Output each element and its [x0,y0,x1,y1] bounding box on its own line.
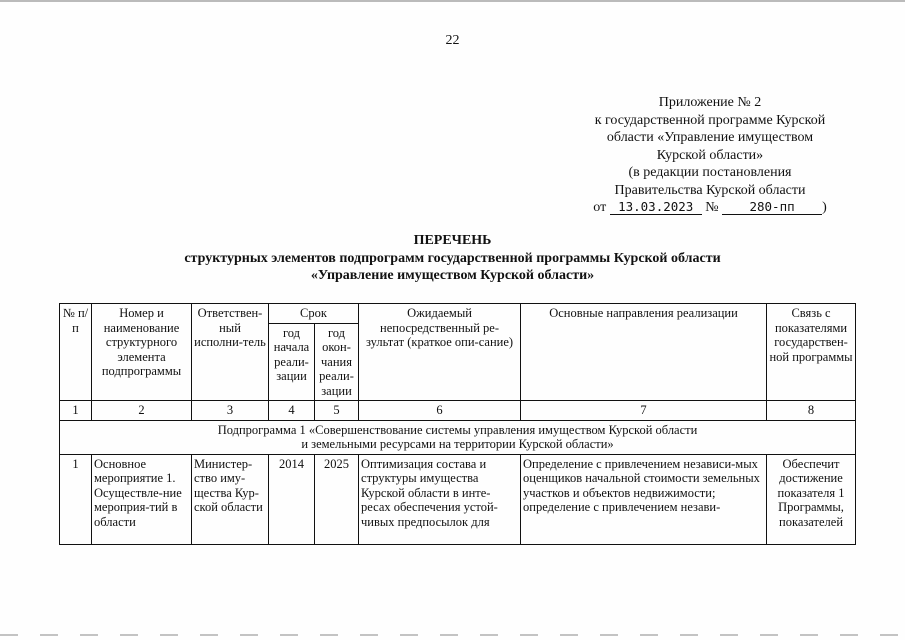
decree-date: 13.03.2023 [610,200,702,215]
header-num: № п/п [60,304,92,401]
column-numbers-row [60,401,856,421]
row-directions: Определение с привлечением независи-мых оценщиков начальной стоимости земельных участков и объектов недвижимости; определение с привлечением незави- [521,454,767,544]
title-line-1: структурных элементов подпрограмм государственной программы Курской области [184,250,721,266]
column-number: 4 [269,401,315,421]
scan-artifact-line [0,634,905,636]
subprogram-line-1: Подпрограмма 1 «Совершенствование системы управления имуществом Курской области [217,422,698,437]
column-number: 2 [92,401,192,421]
column-number: 1 [60,401,92,421]
row-result: Оптимизация состава и структуры имущества Курской области в инте-ресах обеспечения устой-чивых предпосылок для [359,454,521,544]
row-start-year: 2014 [269,454,315,544]
title-heading: ПЕРЕЧЕНЬ [413,233,492,248]
decree-number: 280-пп [722,200,822,215]
row-end-year: 2025 [315,454,359,544]
appendix-line: (в редакции постановления [628,165,792,180]
header-term-end: год окон-чания реали-зации [315,323,359,401]
subprogram-title [60,420,856,454]
header-term: Срок [269,304,359,324]
column-number: 3 [192,401,269,421]
closing-paren: ) [822,200,827,215]
appendix-date-line [560,199,860,217]
column-number: 8 [767,401,856,421]
structural-elements-table [59,303,856,545]
title-line-2: «Управление имуществом Курской области» [310,268,595,283]
appendix-line: области «Управление имуществом [606,130,814,145]
row-executor: Министер-ство иму-щества Кур-ской области [192,454,269,544]
column-number: 7 [521,401,767,421]
column-number: 5 [315,401,359,421]
page-top-edge [0,0,905,2]
appendix-line: Приложение № 2 [658,95,762,110]
header-name: Номер и наименование структурного элемента подпрограммы [92,304,192,401]
row-link: Обеспечит достижение показателя 1 Программы, показателей [767,454,856,544]
row-name: Основное мероприятие 1. Осуществле-ние мероприя-тий в области [92,454,192,544]
column-number: 6 [359,401,521,421]
appendix-line: Курской области» [656,147,764,163]
table-row [60,454,856,544]
appendix-line: к государственной программе Курской [594,112,826,128]
from-label: от [593,200,607,215]
row-num: 1 [60,454,92,544]
subprogram-line-2: и земельными ресурсами на территории Курской области» [301,437,614,451]
subprogram-row [60,420,856,454]
header-link: Связь с показателями государствен-ной программы [767,304,856,401]
header-row [60,304,856,324]
appendix-line: Правительства Курской области [614,182,806,198]
document-title [0,232,905,285]
header-executor: Ответствен-ный исполни-тель [192,304,269,401]
page-number: 22 [445,33,460,48]
header-term-start: год начала реали-зации [269,323,315,401]
header-result: Ожидаемый непосредственный ре-зультат (краткое опи-сание) [359,304,521,401]
number-label: № [705,200,719,215]
header-directions: Основные направления реализации [521,304,767,401]
appendix-block [560,94,860,217]
